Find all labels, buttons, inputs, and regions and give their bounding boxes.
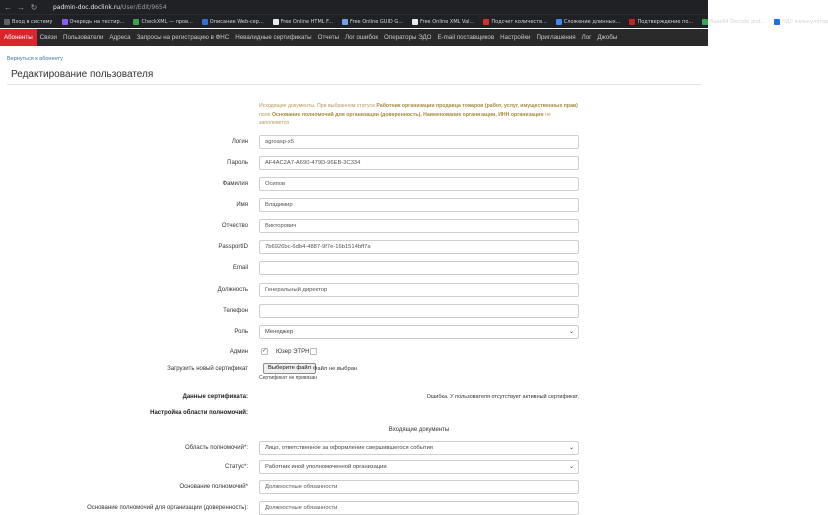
admin-checkbox[interactable]: ✓: [262, 348, 268, 354]
file-status-text: Файл не выбран: [313, 366, 358, 372]
certificate-not-linked-note: Сертификат не привязан: [259, 375, 318, 381]
email-label: Email: [232, 265, 248, 271]
bookmark-favicon-icon: [629, 19, 635, 25]
bookmark-label: Free Online HTML F...: [280, 18, 333, 25]
login-row: [0, 135, 708, 149]
bookmark-item[interactable]: [483, 19, 547, 25]
bookmark-item[interactable]: [273, 19, 333, 25]
bookmark-label: Base64 Decode and...: [710, 18, 766, 25]
chevron-down-icon: ⌄: [568, 445, 574, 451]
bookmark-label: Описание Web-сер...: [209, 18, 264, 25]
main-navigation: [0, 29, 708, 46]
scope-label: Область полномочий*:: [185, 445, 248, 451]
name-label: Имя: [236, 202, 248, 208]
bookmark-favicon-icon: [412, 19, 418, 25]
password-row: [0, 156, 708, 170]
bookmark-item[interactable]: [133, 19, 192, 25]
back-to-subscriber-link[interactable]: Вернуться к абоненту: [7, 56, 63, 62]
bookmark-favicon-icon: [702, 19, 708, 25]
page-title: Редактирование пользователя: [11, 69, 154, 80]
browser-url-bar: [0, 0, 708, 14]
address-field[interactable]: padmin-doc.doclink.ru/User/Edit/9654: [53, 3, 167, 11]
passport-id-row: [0, 240, 708, 254]
patronymic-row: [0, 219, 708, 233]
bookmark-favicon-icon: [202, 19, 208, 25]
status-label: Статус*:: [225, 464, 248, 470]
nav-tab[interactable]: Запросы на регистрацию в ФНС: [136, 34, 230, 41]
bookmark-item[interactable]: [4, 19, 53, 25]
name-input[interactable]: Владимир: [259, 198, 579, 212]
ertn-user-checkbox[interactable]: [310, 348, 317, 355]
basis-row: [0, 480, 708, 494]
upload-cert-row: [0, 362, 708, 376]
org-basis-row: [0, 501, 708, 515]
email-input[interactable]: [259, 261, 579, 275]
bookmark-item[interactable]: [629, 19, 693, 25]
nav-tab[interactable]: Отчеты: [317, 34, 340, 41]
nav-tab[interactable]: E-mail поставщиков: [437, 34, 495, 41]
role-label: Роль: [234, 329, 248, 335]
bookmark-item[interactable]: [202, 19, 264, 25]
position-label: Должность: [217, 287, 248, 293]
bookmark-favicon-icon: [133, 19, 139, 25]
admin-row: [0, 345, 708, 359]
phone-input[interactable]: [259, 304, 579, 318]
bookmark-favicon-icon: [774, 19, 780, 25]
nav-tab[interactable]: Настройки: [500, 34, 531, 41]
title-divider: [7, 84, 701, 85]
password-input[interactable]: AF4AC2A7-A690-479D-96EB-3C334: [259, 156, 579, 170]
cert-error-message: Ошибка. У пользователя отсутствует активный сертификат.: [426, 394, 579, 400]
org-basis-label: Основание полномочий для организации (доверенность):: [87, 505, 248, 511]
bookmark-favicon-icon: [4, 19, 10, 25]
bookmark-favicon-icon: [556, 19, 562, 25]
nav-tab[interactable]: Адреса: [109, 34, 131, 41]
basis-label: Основание полномочий*: [179, 484, 248, 490]
login-label: Логин: [231, 139, 248, 145]
passport-id-input[interactable]: 7b6926bc-6db4-4887-9f7e-16b1514bff7a: [259, 240, 579, 254]
bookmark-favicon-icon: [342, 19, 348, 25]
nav-tab[interactable]: Приглашения: [536, 34, 576, 41]
org-basis-input[interactable]: Должностные обязанности: [259, 501, 579, 515]
chevron-down-icon: ⌄: [568, 464, 574, 470]
status-row: [0, 460, 708, 474]
bookmark-item[interactable]: [62, 19, 125, 25]
bookmark-favicon-icon: [62, 19, 68, 25]
bookmark-label: Подтверждение по...: [637, 18, 694, 25]
position-input[interactable]: Генеральный директор: [259, 283, 579, 297]
back-arrow-icon[interactable]: ←: [4, 2, 12, 12]
passport-id-label: PassportID: [218, 244, 248, 250]
role-row: [0, 325, 708, 339]
nav-tab[interactable]: Операторы ЭДО: [384, 34, 432, 41]
upload-cert-label: Загрузить новый сертификат: [167, 366, 248, 372]
status-select[interactable]: [259, 460, 579, 474]
nav-tab[interactable]: Связи: [39, 34, 58, 41]
status-selected-value: Работник иной уполномоченной организации: [265, 464, 387, 470]
nav-tab[interactable]: Абоненты: [0, 29, 37, 46]
nav-tab[interactable]: Лог: [581, 34, 592, 41]
surname-input[interactable]: Осипов: [259, 177, 579, 191]
basis-input[interactable]: Должностные обязанности: [259, 480, 579, 494]
choose-file-button[interactable]: Выберите файл: [263, 363, 316, 374]
phone-label: Телефон: [223, 308, 248, 314]
position-row: [0, 283, 708, 297]
bookmark-item[interactable]: [342, 19, 403, 25]
nav-tab[interactable]: Невалидные сертификаты: [235, 34, 312, 41]
nav-tab[interactable]: Джобы: [597, 34, 618, 41]
login-input[interactable]: agroasp-x5: [259, 135, 579, 149]
scope-row: [0, 441, 708, 455]
bookmark-label: Очередь на тестир...: [69, 18, 125, 25]
scope-selected-value: Лицо, ответственное за оформление свершившегося события: [265, 445, 433, 451]
bookmark-label: НДС калькулятор: [782, 18, 828, 25]
role-selected-value: Менеджер: [265, 329, 294, 335]
bookmark-label: Подсчет количеств...: [491, 18, 547, 25]
reload-icon[interactable]: ↻: [30, 2, 38, 12]
bookmark-label: Free Online XML Val...: [420, 18, 475, 25]
name-row: [0, 198, 708, 212]
ertn-user-label: Юзер ЭТРН: [276, 349, 310, 355]
email-row: [0, 261, 708, 275]
bookmark-item[interactable]: [702, 19, 765, 25]
outgoing-docs-notice: Исходящие документы. При выбранном статусе Работник организации продавца товаров (работ, услуг, имущественных прав) поле Основание полномочий для организации (доверенность), Наименование организации, ИНН организации не заполняется: [259, 103, 578, 126]
surname-row: [0, 177, 708, 191]
patronymic-label: Отчество: [221, 223, 248, 229]
bookmark-item[interactable]: [774, 19, 828, 25]
incoming-docs-heading: Входящие документы: [388, 427, 450, 433]
role-select[interactable]: [259, 325, 579, 339]
scope-select[interactable]: [259, 441, 579, 455]
password-label: Пароль: [227, 160, 248, 166]
bookmark-item[interactable]: [412, 19, 474, 25]
scope-settings-label: Настройка области полномочий:: [150, 410, 248, 416]
bookmarks-bar: [0, 14, 828, 28]
bookmark-label: Сложение длинных...: [563, 18, 621, 25]
surname-label: Фамилия: [222, 181, 248, 187]
bookmark-label: Вход в систему: [12, 18, 53, 25]
bookmark-favicon-icon: [483, 19, 489, 25]
admin-label: Админ: [229, 349, 248, 355]
bookmark-label: Free Online GUID G...: [350, 18, 404, 25]
nav-tab[interactable]: Пользователи: [63, 34, 104, 41]
cert-data-label: Данные сертификата:: [182, 394, 248, 400]
bookmark-item[interactable]: [556, 19, 621, 25]
bookmark-favicon-icon: [273, 19, 279, 25]
patronymic-input[interactable]: Викторович: [259, 219, 579, 233]
chevron-down-icon: ⌄: [568, 329, 574, 335]
forward-arrow-icon[interactable]: →: [17, 2, 25, 12]
bookmark-label: CheckXML — пров...: [141, 18, 193, 25]
phone-row: [0, 304, 708, 318]
nav-tab[interactable]: Лог ошибок: [345, 34, 379, 41]
